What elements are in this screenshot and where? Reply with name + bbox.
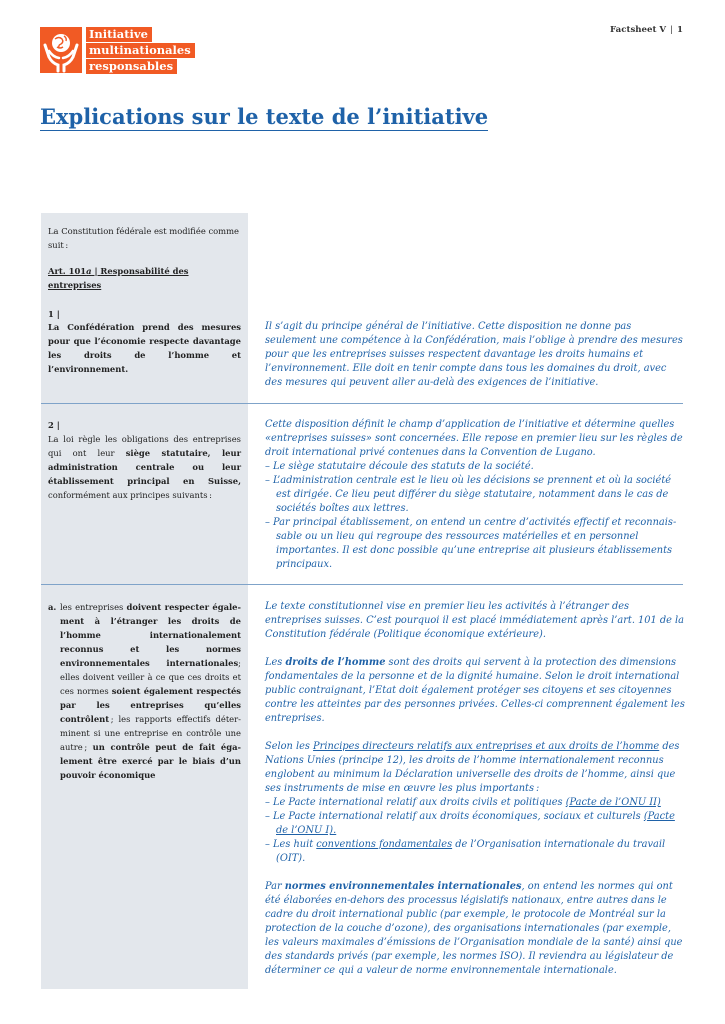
logo-line: responsables (86, 59, 177, 74)
link-pacte-onu-1[interactable]: (Pacte de l’ONU I). (276, 811, 675, 836)
bullet-item: – Le Pacte international relatif aux droits civils et politiques (Pacte de l’ONU II) (265, 797, 661, 808)
bullet-item: – L’administration centrale est le lieu où les décisions se prennent et où la société est dirigée. Ce lieu peut différer du siège statutaire, notamment dans le cas de sociétés boîtes aux lettres. (265, 475, 672, 514)
factsheet-label (610, 25, 683, 35)
article-heading (48, 264, 241, 292)
link-pacte-onu-2[interactable]: (Pacte de l’ONU II) (565, 797, 661, 808)
article-separator: | (91, 266, 101, 276)
logo-line: Initiative (86, 27, 152, 42)
intro-text: La Constitution fédérale est modifiée comme suit : (48, 226, 240, 250)
section-1-text: La Confédération prend des mesures pour que l’économie respecte davantage les droits de l’homme et l’environnement. (48, 322, 241, 374)
explanation-section-2: Cette disposition définit le champ d’application de l’initiative et détermine quelles «entreprises suisses» sont concernées. Elle repose en premier lieu sur les règles de droit international privé contenues dans la Convention de Lugano. – Le siège statutaire découle des statuts de la société. – L’administration centrale est le lieu où les décisions se prennent et où la société est dirigée. Ce lieu peut différer du siège statutaire, notamment dans le cas de sociétés boîtes aux lettres. – Par principal établissement, on entend un centre d’activités effectif et reconnaissable ou un lieu qui regroupe des ressources matérielles et en personnel importantes. Il est donc possible qu’une entreprise ait plusieurs établissements principaux. (265, 418, 685, 572)
subsection-a-text: les entreprises doivent respecter également à l’étranger les droits de l’homme internationalement reconnus et les normes environnementales internationales; elles doivent veiller à ce que ces droits et ces normes soient également respectés par les entreprises qu’elles contrôlent ; les rapports effectifs déterminent si une entreprise en contrôle une autre ; un contrôle peut de fait également être exercé par le biais d’un pouvoir économique (60, 602, 241, 780)
explanation-section-1: Il s’agit du principe général de l’initiative. Cette disposition ne donne pas seulement une compétence à la Confédération, mais l’oblige à prendre des mesures pour que les entreprises suisses respectent davantage les droits humains et l’environnement. Elle doit en tenir compte dans tous les domaines du droit, avec des mesures qui peuvent aller au-delà des exigences de l’initiative. (265, 321, 683, 388)
link-un-guiding-principles[interactable]: Principes directeurs relatifs aux entreprises et aux droits de l’homme (313, 741, 660, 752)
link-conventions-fondamentales[interactable]: conventions fondamentales (316, 839, 453, 850)
separator: | (670, 25, 674, 35)
article-letter: a (86, 266, 92, 276)
article-number: Art. 101 (48, 266, 87, 276)
bullet-item: – Le siège statutaire découle des statuts de la société. (265, 461, 534, 472)
logo-line: multinationales (86, 43, 195, 58)
section-2-number: 2 | (48, 420, 60, 430)
page-title: Explications sur le texte de l’initiative (40, 104, 489, 129)
bullet-item: – Par principal établissement, on entend un centre d’activités effectif et reconnaissable ou un lieu qui regroupe des ressources matérielles et en personnel importantes. Il est donc possible qu’une entreprise ait plusieurs établissements principaux. (265, 517, 677, 570)
divider (41, 403, 683, 404)
subsection-a (48, 600, 241, 782)
section-2-text: La loi règle les obligations des entreprises qui ont leur siège statutaire, leur administration centrale ou leur établissement principal en Suisse, conformément aux principes suivants : (48, 434, 241, 500)
bullet-item: – Le Pacte international relatif aux droits économiques, sociaux et culturels (Pacte de l’ONU I). (265, 811, 675, 836)
section-1-number: 1 | (48, 309, 60, 319)
logo (40, 27, 210, 75)
hands-globe-icon (40, 27, 82, 73)
explanation-section-a: Le texte constitutionnel vise en premier lieu les activités à l’étranger des entreprises suisses. C’est pourquoi il est placé immédiatement après l’art. 101 de la Constitution fédérale (Politique économique extérieure). Les droits de l’homme sont des droits qui servent à la protection des dimensions fondamentales de la personne et de la dignité humaine. Selon le droit international public contraignant, l’Etat doit également protéger ses citoyens et ses citoyennes contre les atteintes par des personnes privées. Celles-ci comprennent également les entreprises. Selon les Principes directeurs relatifs aux entreprises et aux droits de l’homme des Nations Unies (principe 12), les droits de l’homme internationalement reconnus englobent au minimum la Déclaration universelle des droits de l’homme, ainsi que ses instruments de mise en œuvre les plus importants : – Le Pacte international relatif aux droits civils et politiques (Pacte de l’ONU II) – Le Pacte international relatif aux droits économiques, sociaux et culturels (Pacte de l’ONU I). – Les huit conventions fondamentales de l’Organisation internationale du travail (OIT). Par normes environnementales internationales, on entend les normes qui ont été élaborées en-dehors des processus législatifs nationaux, entre autres dans le cadre du droit international public (par exemple, le protocole de Montréal sur la protection de la couche d’ozone), des organisations internationales (par exemple, les valeurs maximales d’émissions de l’Organisation mondiale de la santé) ainsi que des standards privés (par exemple, les normes ISO). Il reviendra au législateur de déterminer ce qui a valeur de norme environnementale internationale. (265, 601, 685, 976)
logo-wordmark (86, 27, 195, 75)
article-title: Responsabilité des entreprises (48, 266, 189, 290)
divider (41, 584, 683, 585)
bullet-item: – Les huit conventions fondamentales de l’Organisation internationale du travail (OIT). (265, 839, 666, 864)
subsection-a-label: a. (48, 602, 57, 612)
factsheet-name: Factsheet V (610, 25, 667, 35)
page-number: 1 (677, 25, 683, 35)
